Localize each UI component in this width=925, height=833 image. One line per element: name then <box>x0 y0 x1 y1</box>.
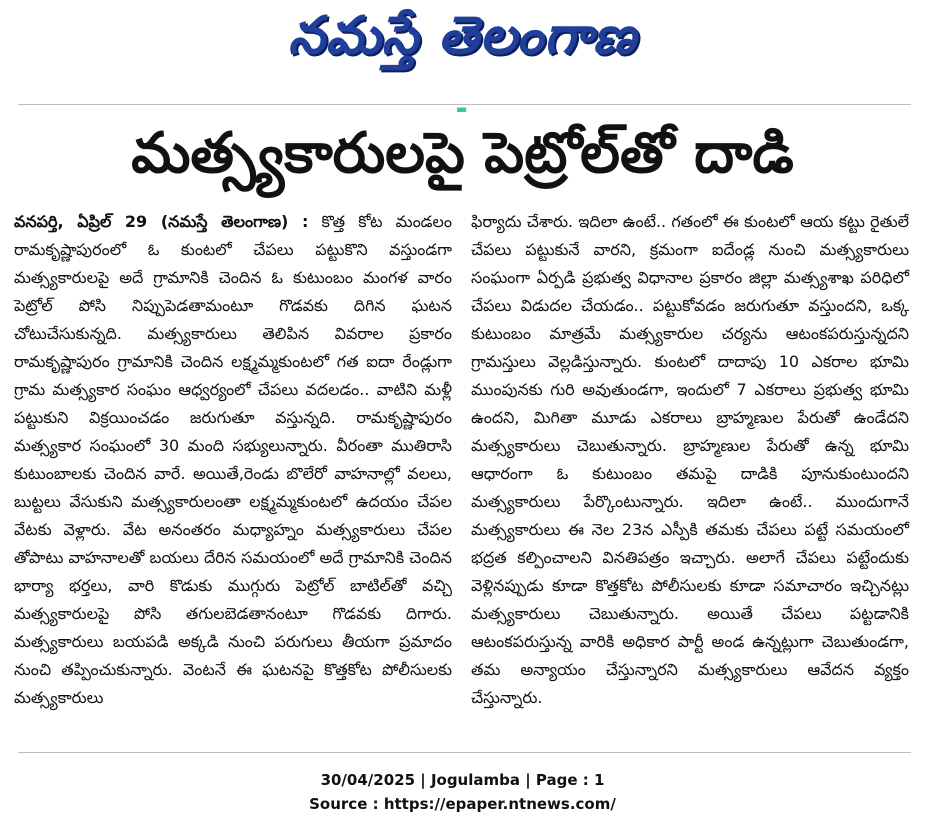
article-column-2 <box>471 208 909 748</box>
dateline: వనపర్తి, ఏప్రిల్ 29 (నమస్తే తెలంగాణ) : <box>14 212 309 231</box>
article-column-1 <box>14 208 452 748</box>
article-paragraph-1 <box>14 208 452 712</box>
page-footer <box>0 768 925 816</box>
column-1-text: కొత్త కోట మండలం రామకృష్ణాపురంలో ఓ కుంటలో చేపలు పట్టుకొని వస్తుండగా మత్స్యకారులపై అదే గ్రామానికి చెందిన ఓ కుటుంబం మంగళ వారం పెట్రోల్ పోసి నిప్పుపెడతామంటూ గొడవకు దిగిన ఘటన చోటుచేసుకున్నది. మత్స్యకారులు తెలిపిన వివరాల ప్రకారం రామకృష్ణాపురం గ్రామానికి చెందిన లక్ష్మమ్మకుంటలో గత ఐదా రేండ్లుగా గ్రామ మత్స్యకార సంఘం ఆధ్వర్యంలో చేపలు వదలడం.. వాటిని మళ్లీ పట్టుకుని విక్రయించడం జరుగుతూ వస్తున్నది. రామకృష్ణాపురం మత్స్యకార సంఘంలో 30 మంది సభ్యులున్నారు. వీరంతా ముతిరాసి కుటుంబాలకు చెందిన వారే. అయితే,రెండు బొలేరో వాహనాల్లో వలలు, బుట్టలు వేసుకుని మత్స్యకారులంతా లక్ష్మమ్మకుంటలో ఉదయం చేపల వేటకు వెళ్లారు. వేట అనంతరం మధ్యాహ్నం మత్స్యకారులు చేపల తోపాటు వాహనాలతో బయలు దేరిన సమయంలో అదే గ్రామానికి చెందిన భార్యా భర్తలు, వారి కొడుకు ముగ్గురు పెట్రోల్ బాటిల్‌తో వచ్చి మత్స్యకారులపై పోసి తగులబెడతానంటూ గొడవకు దిగారు. మత్స్యకారులు బయపడి అక్కడి నుంచి పరుగులు తీయగా ప్రమాదం నుంచి తప్పించుకున్నారు. వెంటనే ఈ ఘటనపై కొత్తకోట పోలీసులకు మత్స్యకారులు <box>14 212 452 707</box>
newspaper-masthead <box>0 6 925 79</box>
decorative-mark: ▬ <box>456 102 468 116</box>
column-2-text: ఫిర్యాదు చేశారు. ఇదిలా ఉంటే.. గతంలో ఈ కుంటలో ఆయ కట్టు రైతులే చేపలు పట్టుకునే వారని, క్రమంగా ఐదేండ్ల నుంచి మత్స్యకారులు సంఘంగా ఏర్పడి ప్రభుత్వ విధానాల ప్రకారం జిల్లా మత్స్యశాఖ పరిధిలో చేపలు విడుదల చేయడం.. పట్టుకోవడం జరుగుతూ వస్తుందని, ఒక్క కుటుంబం మాత్రమే మత్స్యకారుల చర్యను ఆటంకపరుస్తున్నదని గ్రామస్తులు వెల్లడిస్తున్నారు. కుంటలో దాదాపు 10 ఎకరాల భూమి ముంపునకు గురి అవుతుండగా, ఇందులో 7 ఎకరాలు ప్రభుత్వ భూమి ఉందని, మిగితా మూడు ఎకరాలు బ్రాహ్మణుల పేరుతో ఉండేదని మత్స్యకారులు చెబుతున్నారు. బ్రాహ్మణుల పేరుతో ఉన్న భూమి ఆధారంగా ఓ కుటుంబం తమపై దాడికి పూనుకుంటుందని మత్స్యకారులు పేర్కొంటున్నారు. ఇదిలా ఉంటే.. ముందుగానే మత్స్యకారులు ఈ నెల 23న ఎస్పీకి తమకు చేపలు పట్టే సమయంలో భద్రత కల్పించాలని వినతిపత్రం ఇచ్చారు. అలాగే చేపలు పట్టేందుకు వెళ్లినప్పుడు కూడా కొత్తకోట పోలీసులకు కూడా సమాచారం ఇచ్చినట్లు మత్స్యకారులు చెబుతున్నారు. అయితే చేపలు పట్టడానికి ఆటంకపరుస్తున్న వారికి అధికార పార్టీ అండ ఉన్నట్లుగా చెబుతుండగా, తమ అన్యాయం చేస్తున్నారని మత్స్యకారులు ఆవేదన వ్యక్తం చేస్తున్నారు. <box>471 212 909 707</box>
masthead-logo: నమస్తే తెలంగాణ <box>288 6 637 66</box>
edition-info: 30/04/2025 | Jogulamba | Page : 1 <box>320 771 605 789</box>
source-link[interactable]: Source : https://epaper.ntnews.com/ <box>309 795 616 813</box>
bottom-divider <box>18 752 911 753</box>
article-body <box>14 208 909 748</box>
article-headline: మత్స్యకారులపై పెట్రోల్‌తో దాడి <box>131 121 794 186</box>
